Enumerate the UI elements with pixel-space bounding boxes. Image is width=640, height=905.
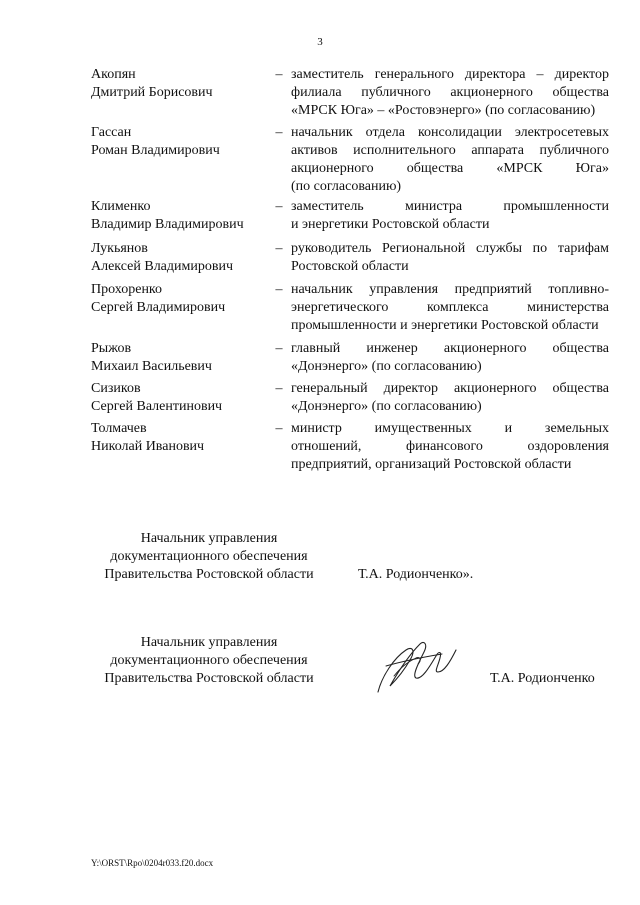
member-surname: Акопян (91, 67, 136, 82)
position-line: руководитель Региональной службы по тарифам (291, 241, 609, 256)
member-given-name: Дмитрий Борисович (91, 85, 213, 100)
page-number: 3 (317, 36, 323, 48)
member-surname: Гассан (91, 125, 132, 140)
file-path-footer: Y:\ORST\Rpo\0204r033.f20.docx (91, 858, 214, 868)
position-line: энергетического комплекса министерства (291, 300, 609, 315)
position-line: «Донэнерго» (по согласованию) (291, 359, 482, 374)
member-name (91, 124, 271, 160)
member-position (291, 124, 609, 196)
signatory-title-line: Начальник управления (140, 635, 278, 650)
signatory-title-line: документационного обеспечения (110, 653, 308, 668)
member-surname: Прохоренко (91, 282, 163, 297)
position-line: и энергетики Ростовской области (291, 217, 490, 232)
member-position (291, 198, 609, 234)
member-dash: – (275, 241, 283, 256)
signatory-title-line: Правительства Ростовской области (104, 671, 314, 686)
position-line: «МРСК Юга» – «Ростовэнерго» (по согласованию) (291, 103, 596, 118)
position-line: филиала публичного акционерного общества (291, 85, 609, 100)
member-surname: Клименко (91, 199, 151, 214)
signatory-title (89, 530, 329, 584)
position-line: генеральный директор акционерного общества (291, 381, 609, 396)
member-surname: Толмачев (91, 421, 147, 436)
member-name (91, 240, 271, 276)
signatory-name: Т.А. Родионченко (490, 671, 595, 686)
member-dash: – (275, 125, 283, 140)
member-dash: – (275, 421, 283, 436)
position-line: активов исполнительного аппарата публичного (291, 143, 609, 158)
member-position (291, 340, 609, 376)
member-name (91, 340, 271, 376)
member-name (91, 420, 271, 456)
position-line: отношений, финансового оздоровления (291, 439, 609, 454)
member-position (291, 380, 609, 416)
position-line: Ростовской области (291, 259, 409, 274)
signatory-title-line: документационного обеспечения (110, 549, 308, 564)
member-position (291, 281, 609, 335)
member-given-name: Владимир Владимирович (91, 217, 244, 232)
member-position (291, 420, 609, 474)
signatory-title-line: Начальник управления (140, 531, 278, 546)
member-surname: Лукьянов (91, 241, 148, 256)
member-dash: – (275, 381, 283, 396)
member-name (91, 281, 271, 317)
signatory-title-line: Правительства Ростовской области (104, 567, 314, 582)
member-name (91, 66, 271, 102)
member-position (291, 66, 609, 120)
member-dash: – (275, 199, 283, 214)
member-dash: – (275, 341, 283, 356)
position-line: промышленности и энергетики Ростовской области (291, 318, 599, 333)
position-line: главный инженер акционерного общества (291, 341, 609, 356)
position-line: «Донэнерго» (по согласованию) (291, 399, 482, 414)
signatory-name: Т.А. Родионченко». (358, 567, 474, 582)
position-line: (по согласованию) (291, 179, 402, 194)
position-line: заместитель министра промышленности (291, 199, 609, 214)
position-line: начальник управления предприятий топливно- (291, 282, 609, 297)
member-surname: Сизиков (91, 381, 141, 396)
position-line: предприятий, организаций Ростовской области (291, 457, 572, 472)
position-line: акционерного общества «МРСК Юга» (291, 161, 609, 176)
member-name (91, 380, 271, 416)
position-line: начальник отдела консолидации электросетевых (291, 125, 609, 140)
member-dash: – (275, 67, 283, 82)
member-dash: – (275, 282, 283, 297)
position-line: заместитель генерального директора – директор (291, 67, 609, 82)
member-given-name: Михаил Васильевич (91, 359, 212, 374)
member-given-name: Николай Иванович (91, 439, 205, 454)
member-name (91, 198, 271, 234)
member-surname: Рыжов (91, 341, 132, 356)
member-given-name: Сергей Владимирович (91, 300, 226, 315)
position-line: министр имущественных и земельных (291, 421, 609, 436)
handwritten-signature (372, 636, 458, 696)
member-given-name: Алексей Владимирович (91, 259, 234, 274)
member-given-name: Сергей Валентинович (91, 399, 223, 414)
signatory-title (89, 634, 329, 688)
member-given-name: Роман Владимирович (91, 143, 220, 158)
member-position (291, 240, 609, 276)
